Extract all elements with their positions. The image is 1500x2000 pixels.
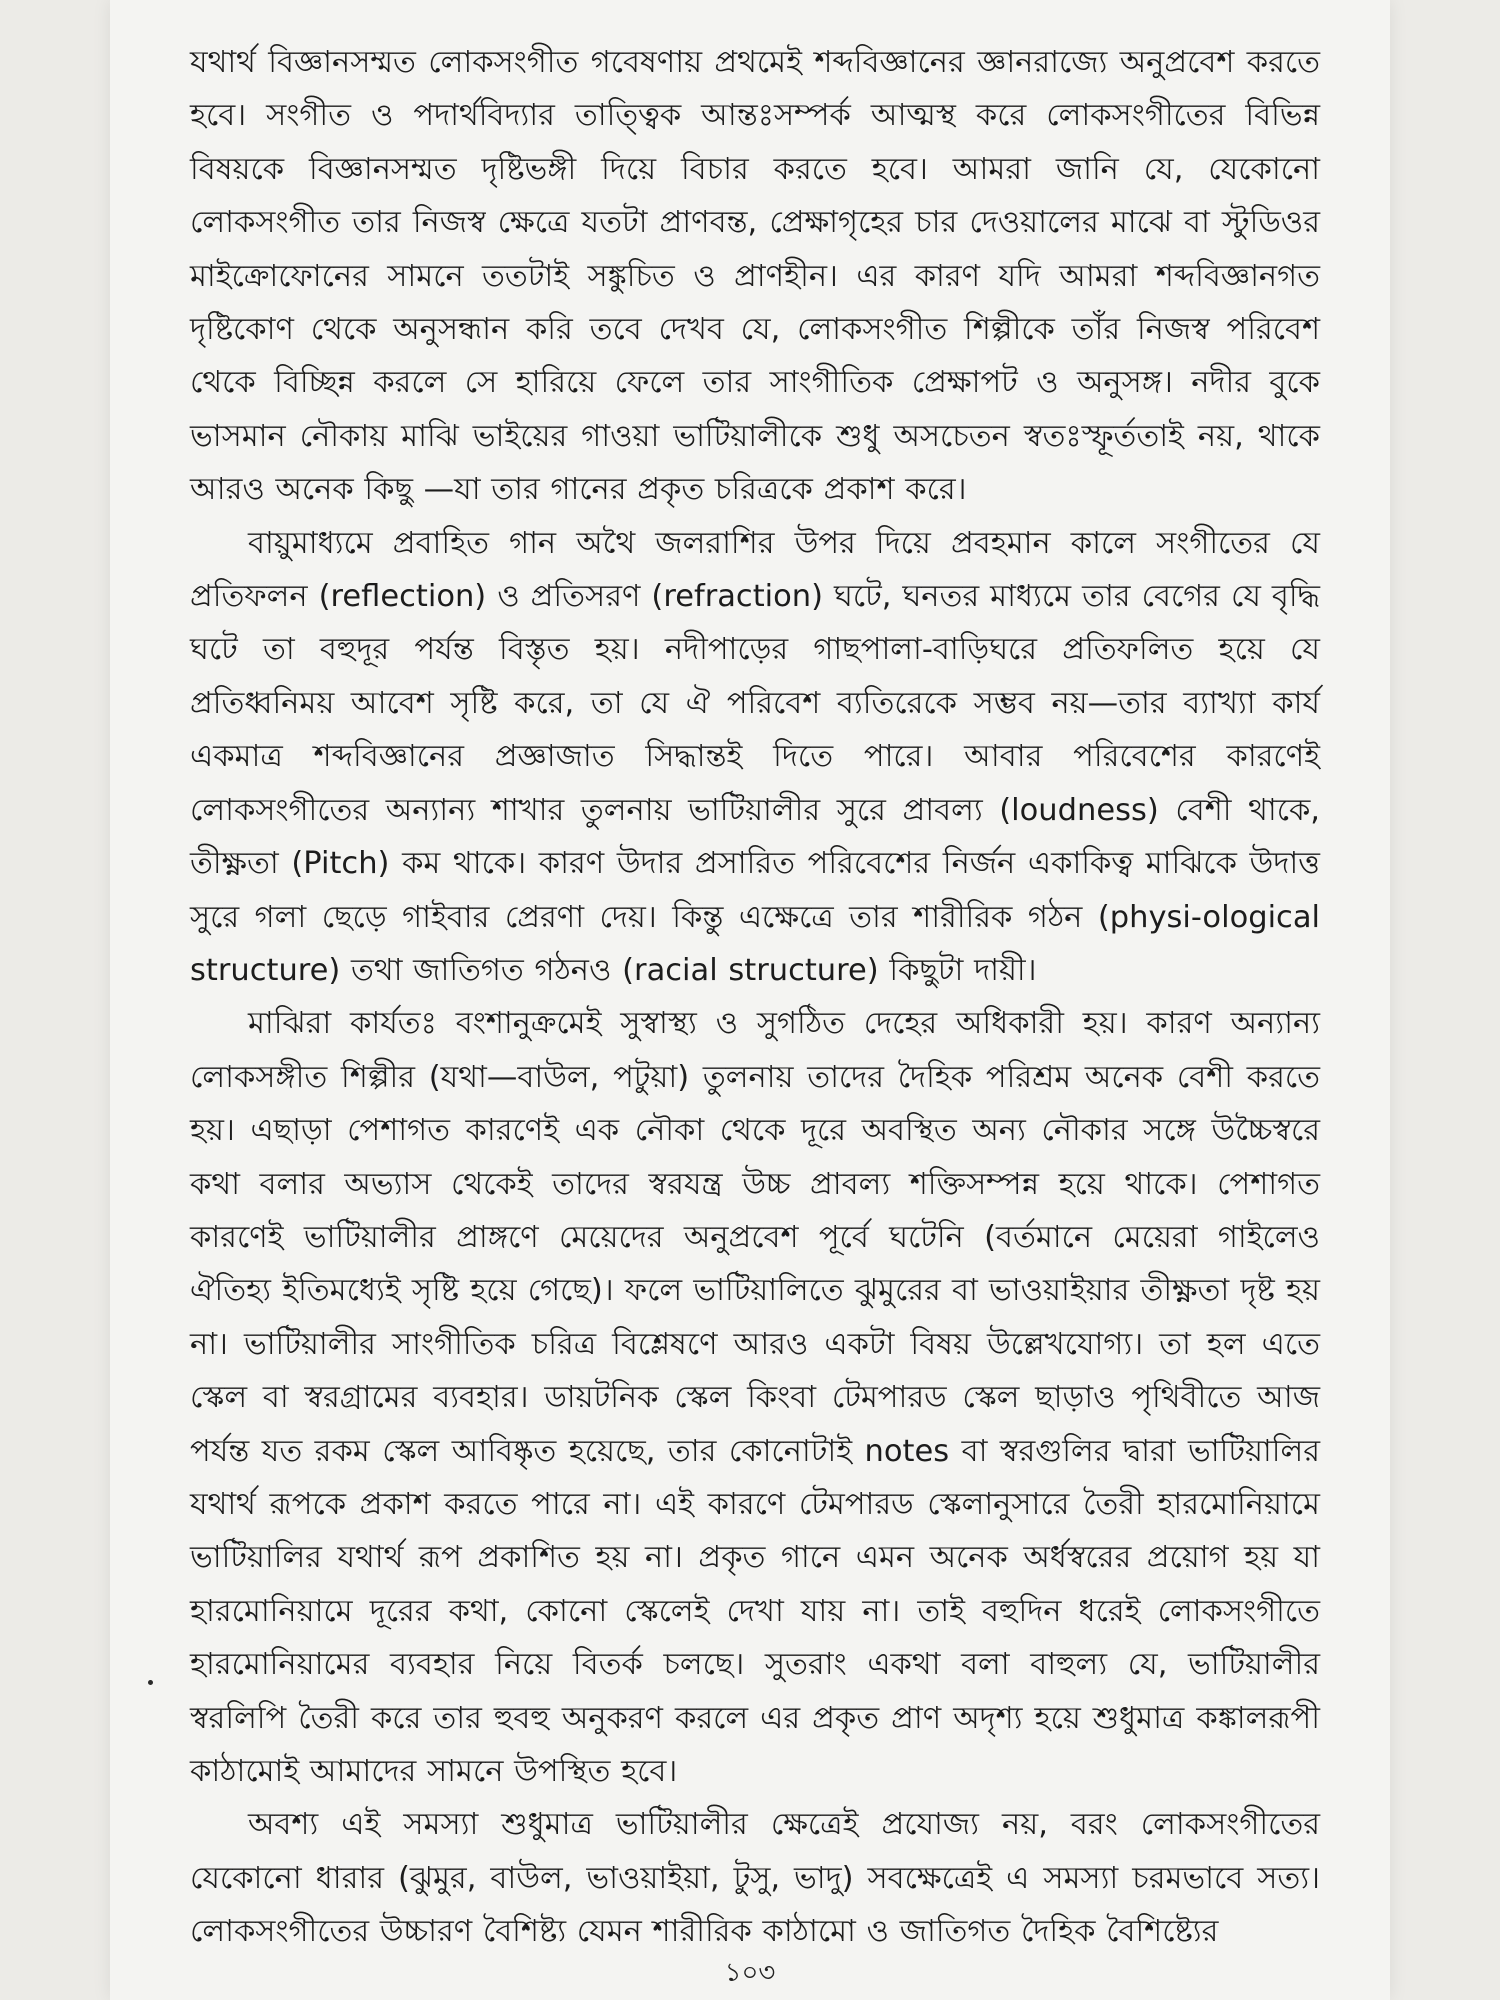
paragraph-4: অবশ্য এই সমস্যা শুধুমাত্র ভাটিয়ালীর ক্ষেত্রেই প্রযোজ্য নয়, বরং লোকসংগীতের যেকোনো ধারার (ঝুমুর, বাউল, ভাওয়াইয়া, টুসু, ভাদু) সবক্ষেত্রেই এ সমস্যা চরমভাবে সত্য। লোকসংগীতের উচ্চারণ বৈশিষ্ট্য যেমন শারীরিক কাঠামো ও জাতিগত দৈহিক বৈশিষ্ট্যের bbox=[190, 1807, 1320, 1950]
book-page bbox=[110, 0, 1390, 2000]
page-number: ১০৩ bbox=[724, 1958, 776, 1988]
paragraph-1: যথার্থ বিজ্ঞানসম্মত লোকসংগীত গবেষণায় প্রথমেই শব্দবিজ্ঞানের জ্ঞানরাজ্যে অনুপ্রবেশ করতে হবে। সংগীত ও পদার্থবিদ্যার তাত্ত্বিক আন্তঃসম্পর্ক আত্মস্থ করে লোকসংগীতের বিভিন্ন বিষয়কে বিজ্ঞানসম্মত দৃষ্টিভঙ্গী দিয়ে বিচার করতে হবে। আমরা জানি যে, যেকোনো লোকসংগীত তার নিজস্ব ক্ষেত্রে যতটা প্রাণবন্ত, প্রেক্ষাগৃহের চার দেওয়ালের মাঝে বা স্টুডিওর মাইক্রোফোনের সামনে ততটাই সঙ্কুচিত ও প্রাণহীন। এর কারণ যদি আমরা শব্দবিজ্ঞানগত দৃষ্টিকোণ থেকে অনুসন্ধান করি তবে দেখব যে, লোকসংগীত শিল্পীকে তাঁর নিজস্ব পরিবেশ থেকে বিচ্ছিন্ন করলে সে হারিয়ে ফেলে তার সাংগীতিক প্রেক্ষাপট ও অনুসঙ্গ। নদীর বুকে ভাসমান নৌকায় মাঝি ভাইয়ের গাওয়া ভাটিয়ালীকে শুধু অসচেতন স্বতঃস্ফূর্ততাই নয়, থাকে আরও অনেক কিছু —যা তার গানের প্রকৃত চরিত্রকে প্রকাশ করে। bbox=[190, 45, 1320, 508]
paragraph-3: মাঝিরা কার্যতঃ বংশানুক্রমেই সুস্বাস্থ্য ও সুগঠিত দেহের অধিকারী হয়। কারণ অন্যান্য লোকসঙ্গীত শিল্পীর (যথা—বাউল, পটুয়া) তুলনায় তাদের দৈহিক পরিশ্রম অনেক বেশী করতে হয়। এছাড়া পেশাগত কারণেই এক নৌকা থেকে দূরে অবস্থিত অন্য নৌকার সঙ্গে উচ্চৈস্বরে কথা বলার অভ্যাস থেকেই তাদের স্বরযন্ত্র উচ্চ প্রাবল্য শক্তিসম্পন্ন হয়ে থাকে। পেশাগত কারণেই ভাটিয়ালীর প্রাঙ্গণে মেয়েদের অনুপ্রবেশ পূর্বে ঘটেনি (বর্তমানে মেয়েরা গাইলেও ঐতিহ্য ইতিমধ্যেই সৃষ্টি হয়ে গেছে)। ফলে ভাটিয়ালিতে ঝুমুরের বা ভাওয়াইয়ার তীক্ষ্ণতা দৃষ্ট হয় না। ভাটিয়ালীর সাংগীতিক চরিত্র বিশ্লেষণে আরও একটা বিষয় উল্লেখযোগ্য। তা হল এতে স্কেল বা স্বরগ্রামের ব্যবহার। ডায়টনিক স্কেল কিংবা টেমপারড স্কেল ছাড়াও পৃথিবীতে আজ পর্যন্ত যত রকম স্কেল আবিষ্কৃত হয়েছে, তার কোনোটাই notes বা স্বরগুলির দ্বারা ভাটিয়ালির যথার্থ রূপকে প্রকাশ করতে পারে না। এই কারণে টেমপারড স্কেলানুসারে তৈরী হারমোনিয়ামে ভাটিয়ালির যথার্থ রূপ প্রকাশিত হয় না। প্রকৃত গানে এমন অনেক অর্ধস্বরের প্রয়োগ হয় যা হারমোনিয়ামে দূরের কথা, কোনো স্কেলেই দেখা যায় না। তাই বহুদিন ধরেই লোকসংগীতে হারমোনিয়ামের ব্যবহার নিয়ে বিতর্ক চলছে। সুতরাং একথা বলা বাহুল্য যে, ভাটিয়ালীর স্বরলিপি তৈরী করে তার হুবহু অনুকরণ করলে এর প্রকৃত প্রাণ অদৃশ্য হয়ে শুধুমাত্র কঙ্কালরূপী কাঠামোই আমাদের সামনে উপস্থিত হবে। bbox=[190, 1006, 1320, 1789]
paragraph-2: বায়ুমাধ্যমে প্রবাহিত গান অথৈ জলরাশির উপর দিয়ে প্রবহমান কালে সংগীতের যে প্রতিফলন (reflection) ও প্রতিসরণ (refraction) ঘটে, ঘনতর মাধ্যমে তার বেগের যে বৃদ্ধি ঘটে তা বহুদূর পর্যন্ত বিস্তৃত হয়। নদীপাড়ের গাছপালা-বাড়িঘরে প্রতিফলিত হয়ে যে প্রতিধ্বনিময় আবেশ সৃষ্টি করে, তা যে ঐ পরিবেশ ব্যতিরেকে সম্ভব নয়—তার ব্যাখ্যা কার্য একমাত্র শব্দবিজ্ঞানের প্রজ্ঞাজাত সিদ্ধান্তই দিতে পারে। আবার পরিবেশের কারণেই লোকসংগীতের অন্যান্য শাখার তুলনায় ভাটিয়ালীর সুরে প্রাবল্য (loudness) বেশী থাকে, তীক্ষ্ণতা (Pitch) কম থাকে। কারণ উদার প্রসারিত পরিবেশের নির্জন একাকিত্ব মাঝিকে উদাত্ত সুরে গলা ছেড়ে গাইবার প্রেরণা দেয়। কিন্তু এক্ষেত্রে তার শারীরিক গঠন (physi-ological structure) তথা জাতিগত গঠনও (racial structure) কিছুটা দায়ী। bbox=[190, 525, 1320, 988]
body-text bbox=[190, 36, 1320, 1959]
margin-mark bbox=[148, 1680, 153, 1685]
